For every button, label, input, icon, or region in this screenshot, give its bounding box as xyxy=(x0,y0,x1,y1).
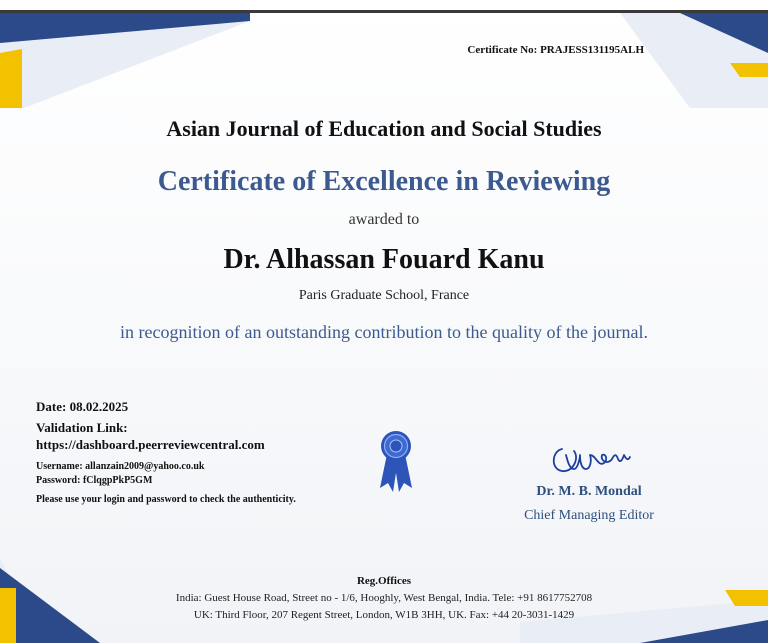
recognition-statement: in recognition of an outstanding contribution to the quality of the journal. xyxy=(120,322,648,342)
uk-office-address: UK: Third Floor, 207 Regent Street, London, W1B 3HH, UK. Fax: +44 20-3031-1429 xyxy=(193,609,575,621)
awarded-to-text: awarded to xyxy=(348,211,420,228)
editor-signature xyxy=(550,441,632,475)
validation-username: Username: allanzain2009@yahoo.co.uk xyxy=(36,461,205,472)
india-office-address: India: Guest House Road, Street no - 1/6, Hooghly, West Bengal, India. Tele: +91 8617752708 xyxy=(175,592,593,604)
certificate-title: Certificate of Excellence in Reviewing xyxy=(157,166,611,197)
validation-link-label: Validation Link: xyxy=(36,420,128,435)
corner-decoration-top-left xyxy=(0,13,250,108)
validation-link-url[interactable]: https://dashboard.peerreviewcentral.com xyxy=(36,437,265,452)
journal-name: Asian Journal of Education and Social Studies xyxy=(166,116,602,141)
corner-decoration-top-right xyxy=(560,13,768,108)
registered-offices-heading: Reg.Offices xyxy=(356,575,412,587)
award-ribbon-icon xyxy=(376,428,416,494)
authenticity-note: Please use your login and password to check the authenticity. xyxy=(36,494,296,505)
validation-password: Password: fClqgpPkP5GM xyxy=(36,475,153,486)
recipient-affiliation: Paris Graduate School, France xyxy=(298,288,470,303)
issue-date: Date: 08.02.2025 xyxy=(36,399,129,414)
signatory-title: Chief Managing Editor xyxy=(524,508,654,523)
recipient-name: Dr. Alhassan Fouard Kanu xyxy=(223,244,545,275)
certificate-number: Certificate No: PRAJESS131195ALH xyxy=(467,44,644,56)
signatory-name: Dr. M. B. Mondal xyxy=(536,484,642,499)
